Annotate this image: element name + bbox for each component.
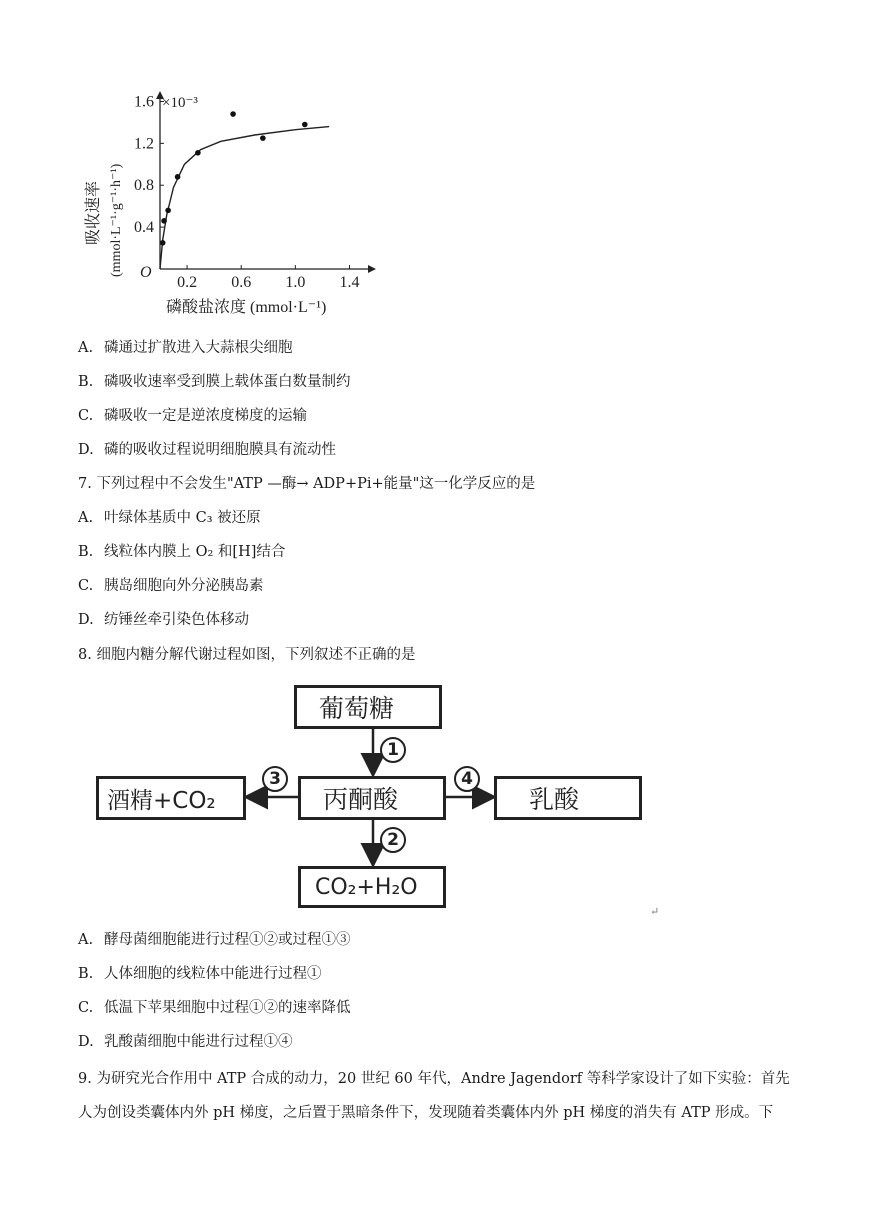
y-scale-note: ×10⁻³ [162,95,198,111]
step-3-marker: 3 [262,766,288,792]
x-tick-label: 1.4 [339,274,360,291]
x-tick-label: 0.2 [177,274,198,291]
chart-axes [156,91,376,273]
origin-label: O [140,264,152,281]
q7-option-d: D. 纺锤丝牵引染色体移动 [78,612,249,628]
q8-option-c: C. 低温下苹果细胞中过程①②的速率降低 [78,1000,351,1016]
tick-labels [134,93,359,291]
step-1-marker: 1 [380,737,406,763]
q8-option-a: A. 酵母菌细胞能进行过程①②或过程①③ [78,932,351,948]
y-tick-label: 0.8 [134,177,154,195]
y-tick-label: 1.6 [134,93,154,111]
q6-option-c: C. 磷吸收一定是逆浓度梯度的运输 [78,408,307,424]
q7-option-a: A. 叶绿体基质中 C₃ 被还原 [78,510,261,526]
ethanol-co2-box: 酒精+CO₂ [96,776,246,820]
x-axis-arrow [368,265,376,273]
fit-curve-path [160,127,329,269]
phosphate-absorption-chart [70,85,390,325]
data-point [260,135,266,141]
return-mark: ↵ [650,905,660,918]
x-axis-label: 磷酸盐浓度 (mmol·L⁻¹) [166,299,327,316]
q9-text: 9. 为研究光合作用中 ATP 合成的动力，20 世纪 60 年代，Andre Jagendorf 等科学家设计了如下实验：首先人为创设类囊体内外 pH 梯度，之后置于黑暗条件下，发现随着类囊体内外 pH 梯度的消失有 ATP 形成。下 [78,1071,790,1121]
step-4-marker: 4 [454,766,480,792]
q6-option-b: B. 磷吸收速率受到膜上载体蛋白数量制约 [78,374,351,390]
glycolysis-diagram [90,680,650,910]
fit-curve [160,127,329,269]
data-point [175,174,181,180]
data-point [230,111,236,117]
data-point [160,240,166,246]
y-tick-label: 1.2 [134,135,154,153]
q6-option-a: A. 磷通过扩散进入大蒜根尖细胞 [78,340,293,356]
q8-stem: 8. 细胞内糖分解代谢过程如图，下列叙述不正确的是 [78,647,416,663]
co2-h2o-box: CO₂+H₂O [298,866,446,908]
data-point [165,208,171,214]
q6-option-d: D. 磷的吸收过程说明细胞膜具有流动性 [78,442,336,458]
y-axis-label: 吸收速率 [85,180,102,245]
q7-option-c: C. 胰岛细胞向外分泌胰岛素 [78,578,264,594]
x-tick-label: 0.6 [231,274,252,291]
y-tick-label: 0.4 [134,219,154,237]
q7-stem: 7. 下列过程中不会发生"ATP —酶→ ADP+Pi+能量"这一化学反应的是 [78,476,536,492]
data-point [302,122,308,128]
data-point [161,218,167,224]
lactic-acid-box: 乳酸 [494,776,642,820]
q8-option-b: B. 人体细胞的线粒体中能进行过程① [78,966,322,982]
q8-option-d: D. 乳酸菌细胞中能进行过程①④ [78,1034,293,1050]
data-point [195,150,201,156]
y-axis-unit: (mmol·L⁻¹·g⁻¹·h⁻¹) [109,163,124,277]
pyruvate-box: 丙酮酸 [298,776,446,820]
q7-option-b: B. 线粒体内膜上 O₂ 和[H]结合 [78,544,286,560]
step-2-marker: 2 [380,827,406,853]
glucose-box: 葡萄糖 [294,685,442,729]
x-tick-label: 1.0 [285,274,306,291]
